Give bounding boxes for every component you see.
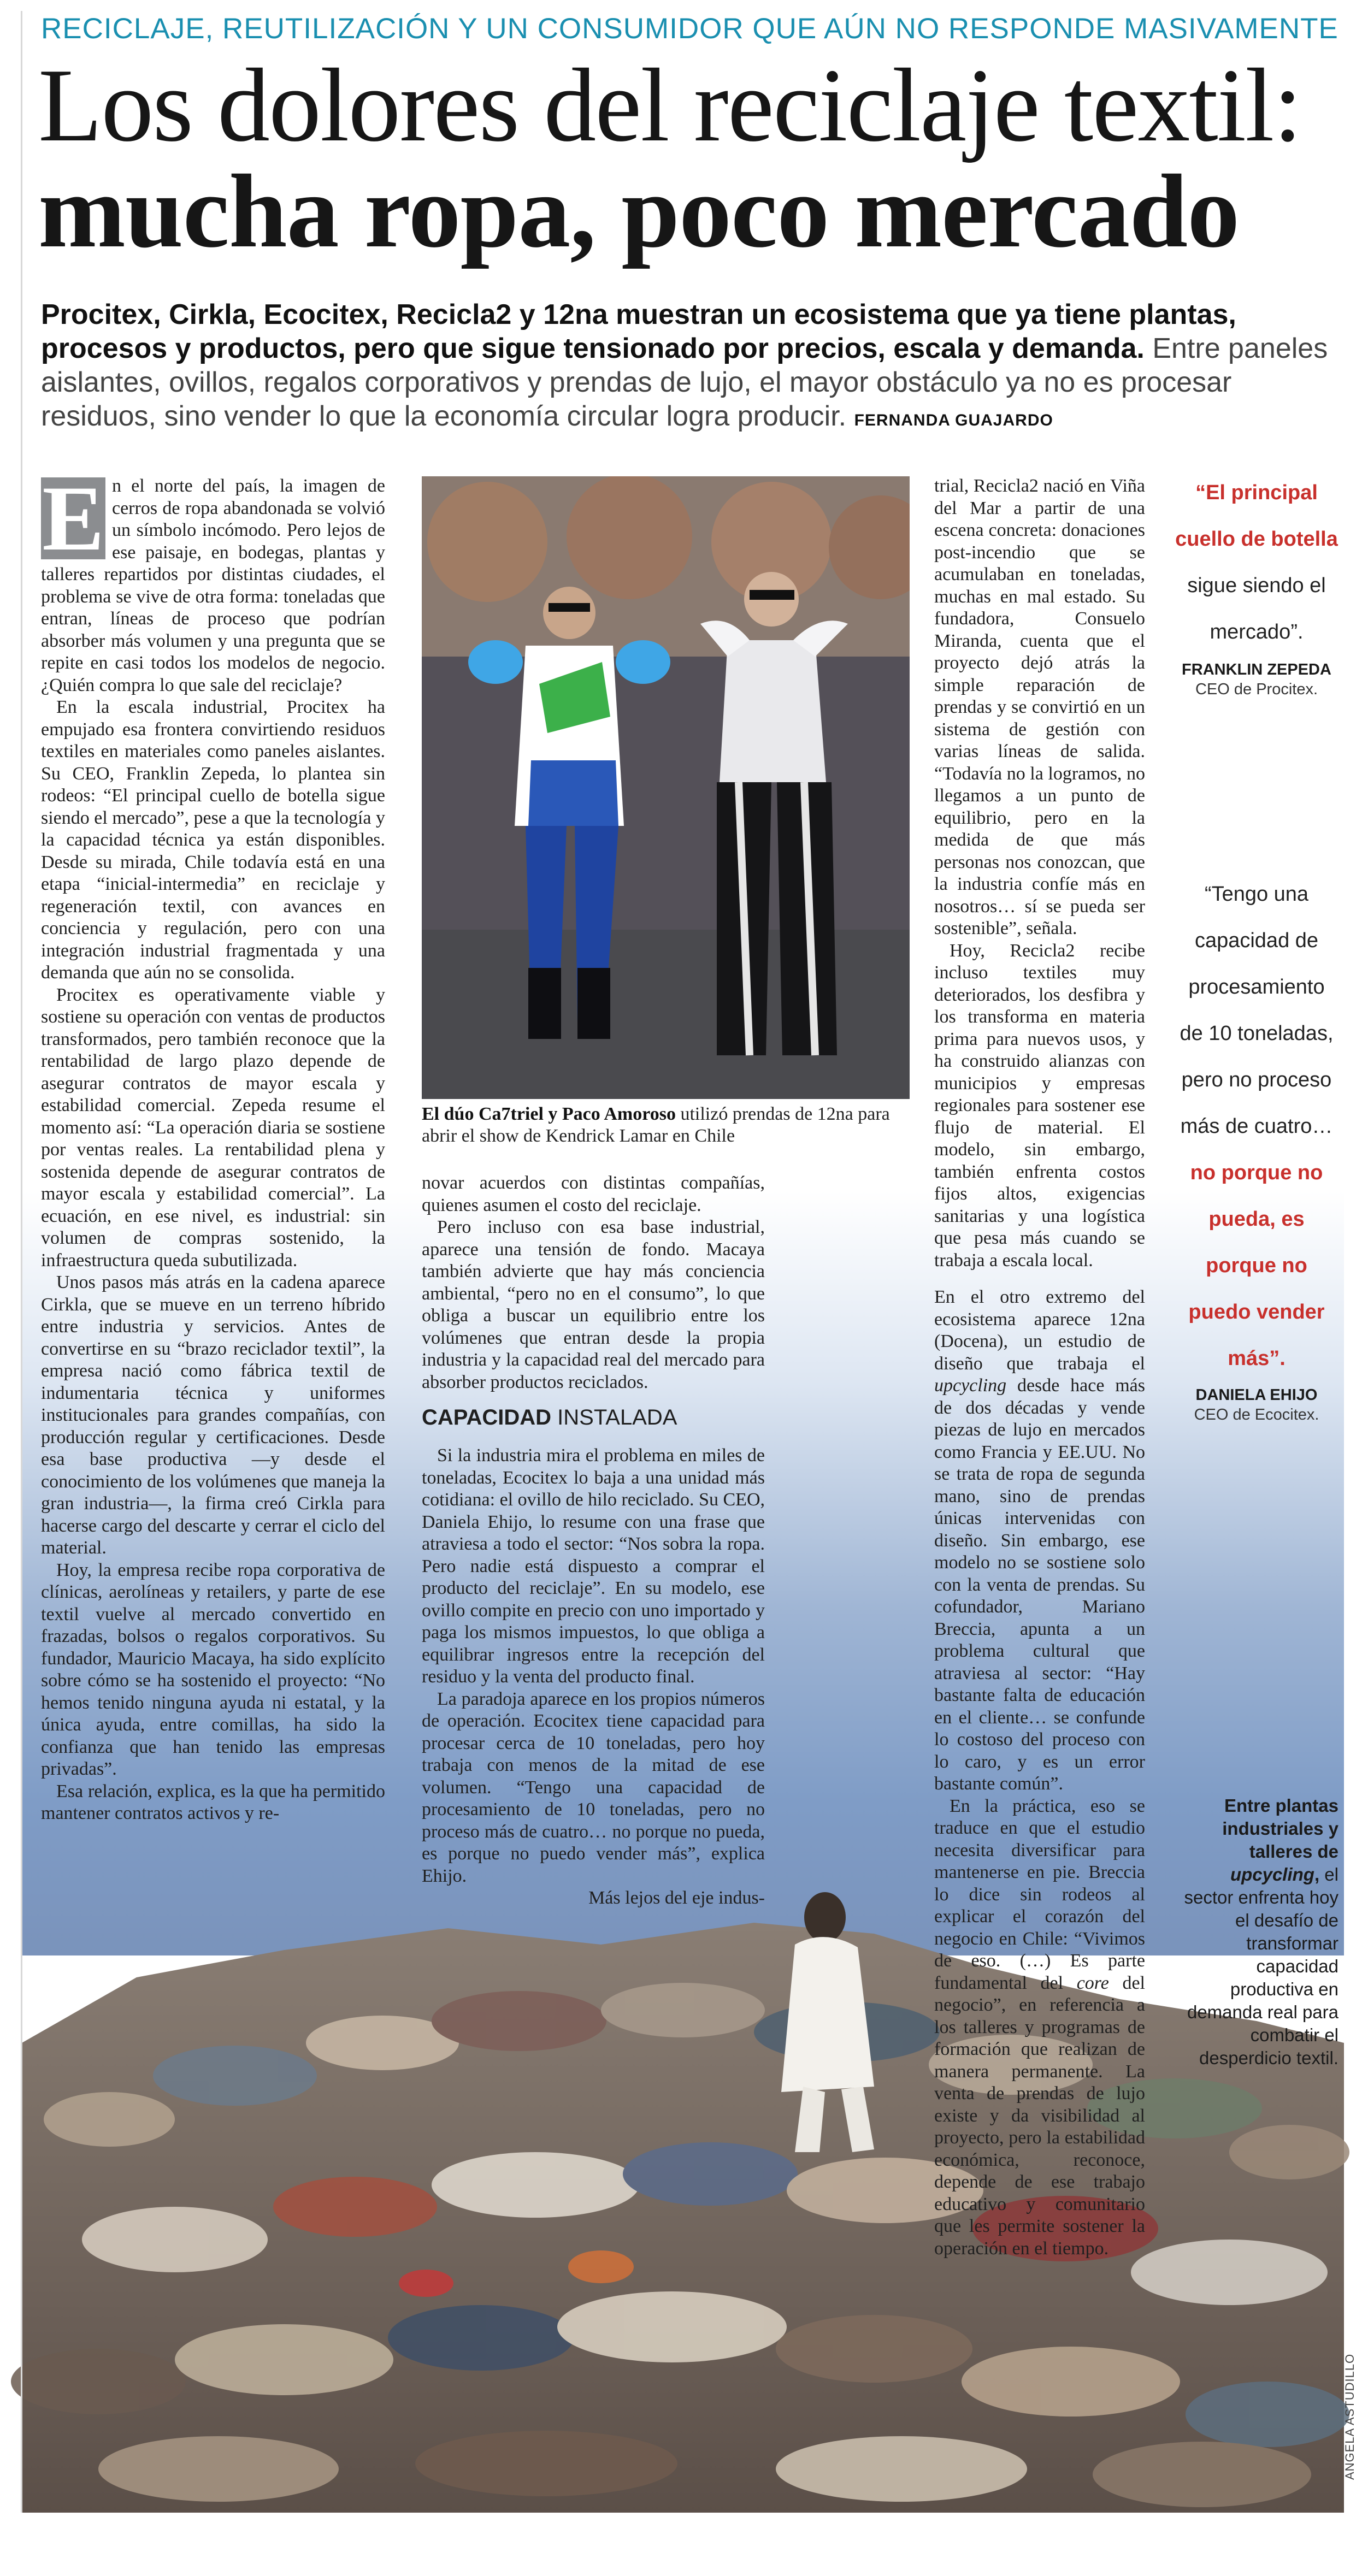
- quote-author-role: CEO de Ecocitex.: [1194, 1406, 1319, 1423]
- quote-author: FRANKLIN ZEPEDA: [1182, 661, 1331, 678]
- col3-text: En la práctica, eso se traduce en que el estudio necesita diversificar para mantenerse en pie. Breccia lo dice sin rodeos al explicar el corazón del negocio en Chile: “Vivimos de eso. (…) Es parte fundamental del: [934, 1795, 1145, 1993]
- caption-bold: El dúo Ca7triel y Paco Amoroso: [422, 1104, 676, 1124]
- side-caption-italic: upcycling: [1230, 1864, 1314, 1884]
- drop-cap: E: [41, 477, 105, 559]
- col3-paragraph: trial, Recicla2 nació en Viña del Mar a partir de una escena concreta: donaciones post-incendio que se acumulaban en toneladas, muchas en mal estado. Su fundadora, Consuelo Miranda, cuenta que el proyecto dejó atrás la simple reparación de prendas y se convirtió en un sistema de gestión con varias líneas de salida. “Todavía no la logramos, no llegamos a un punto de equilibrio, pero en la medida de que más personas nos conozcan, que la industria confíe más en nosotros… sí se pueda ser sostenible”, señala.: [934, 476, 1145, 938]
- photo-caption: [422, 1103, 910, 1147]
- col3-italic: upcycling: [934, 1375, 1007, 1396]
- article-column-3-bottom: [934, 1286, 1145, 2260]
- quote-author-role: CEO de Procitex.: [1195, 681, 1318, 698]
- col1-paragraph: Procitex es operativamente viable y sostiene su operación con ventas de productos transformados, pero también reconoce que la rentabilidad de largo plazo depende de asegurar contratos de mayor escala y estabilidad comercial. Zepeda resume el momento así: “La operación diaria se sostiene por ventas reales. La rentabilidad plena y sostenida depende de asegurar contratos de mayor escala y estabilidad comercial”. La ecuación, en ese nivel, es industrial: sin volumen de compras sostenido, la infraestructura queda subutilizada.: [41, 984, 385, 1271]
- col2-paragraph: Si la industria mira el problema en miles de toneladas, Ecocitex lo baja a una unidad más cotidiana: el ovillo de hilo reciclado. Su CEO, Daniela Ehijo, lo resume con una frase que atraviesa a todo el sector: “Nos sobra la ropa. Pero nadie está dispuesto a comprar el producto del reciclaje”. En su modelo, ese ovillo compite en precio con uno importado y paga los mismos impuestos, lo que obliga a equilibrar ingresos entre la recepción del residuo y la venta del producto final.: [422, 1445, 765, 1687]
- col2-paragraph: Pero incluso con esa base industrial, aparece una tensión de fondo. Macaya también advierte que hay más conciencia ambiental, “pero no en el consumo”, lo que obliga a buscar un equilibrio entre los volúmenes que entran desde la propia industria y la capacidad real del mercado para absorber productos reciclados.: [422, 1217, 765, 1392]
- side-caption-plain: el sector enfrenta hoy el desafío de transformar capacidad productiva en demanda real para combatir el desperdicio textil.: [1184, 1864, 1338, 2068]
- col3-italic: core: [1076, 1972, 1109, 1993]
- photo-credit: ANGELA ASTUDILLO: [1343, 2353, 1357, 2480]
- side-caption-bold: Entre plantas industriales y talleres de: [1222, 1795, 1338, 1862]
- quote-author: DANIELA EHIJO: [1195, 1386, 1318, 1404]
- photo-ca7triel-paco-amoroso: [422, 476, 910, 1099]
- article-column-3-top: [934, 475, 1145, 1272]
- quote-plain-text: “Tengo una capacidad de procesamiento de 10 toneladas, pero no proceso más de cuatro…: [1180, 883, 1334, 1138]
- duo-photo-image: [422, 476, 910, 1099]
- col3-text: En el otro extremo del ecosistema aparece 12na (Docena), un estudio de diseño que trabaja el: [934, 1287, 1145, 1374]
- byline: FERNANDA GUAJARDO: [854, 411, 1053, 429]
- deck: [41, 298, 1330, 438]
- quote-red-text: botella: [1271, 528, 1338, 551]
- headline-line-2: mucha ropa, poco mercado: [38, 153, 1240, 269]
- pull-quote-ehijo: [1175, 871, 1338, 1425]
- headline-line-1: Los dolores del reciclaje textil:: [38, 47, 1301, 163]
- deck-plain: Entre paneles aislantes, ovillos, regalos corporativos y prendas de lujo, el mayor obstáculo ya no es procesar residuos, sino vender lo que la economía circular logra producir.: [41, 333, 1328, 432]
- col1-paragraph: En la escala industrial, Procitex ha empujado esa frontera convirtiendo residuos textiles en materiales como paneles aislantes. Su CEO, Franklin Zepeda, lo plantea sin rodeos: “El principal cuello de botella sigue siendo el mercado”, pese a que la tecnología y la capacidad técnica ya están disponibles. Desde su mirada, Chile todavía está en una etapa “inicial-intermedia” en reciclaje y regeneración textil, con avances en conciencia y regulación, pero con una integración industrial fragmentada y una demanda que aún no se consolida.: [41, 697, 385, 983]
- col1-paragraph: Esa relación, explica, es la que ha permitido mantener contratos activos y re-: [41, 1781, 385, 1823]
- subhead-plain: INSTALADA: [551, 1405, 677, 1429]
- col2-paragraph: novar acuerdos con distintas compañías, quienes asumen el costo del reciclaje.: [422, 1173, 765, 1215]
- article-column-1: [41, 467, 385, 1825]
- col3-paragraph: Hoy, Recicla2 recibe incluso textiles muy deteriorados, los desfibra y los transforma en materia prima para nuevos usos, y ha construido alianzas con municipios y empresas regionales para sostener ese flujo de material. El modelo, sin embargo, también enfrenta costos fijos altos, exigencias sanitarias y una logística que pesa más cuando se trabaja a escala local.: [934, 940, 1145, 1271]
- col1-paragraph: Unos pasos más atrás en la cadena aparece Cirkla, que se mueve en un terreno híbrido entre industria y servicios. Antes de convertirse en su “brazo reciclador textil”, la empresa nació como fábrica textil de indumentaria técnica y uniformes institucionales para grandes compañías, con producción regular y certificaciones. Desde esa base productiva —y desde el conocimiento de los volúmenes que maneja la gran industria—, la firma creó Cirkla para hacerse cargo del descarte y cerrar el ciclo del material.: [41, 1272, 385, 1558]
- col2-paragraph: Más lejos del eje indus-: [588, 1888, 765, 1908]
- article-column-2: [422, 1172, 765, 1910]
- quote-red-text: no porque no pueda, es porque no puedo vender más”.: [1188, 1161, 1325, 1370]
- subhead-bold: CAPACIDAD: [422, 1405, 552, 1429]
- quote-plain-text: sigue siendo el mercado”.: [1187, 574, 1326, 643]
- side-photo-caption: [1180, 1794, 1338, 2070]
- deck-bold: Procitex, Cirkla, Ecocitex, Recicla2 y 12na muestran un ecosistema que ya tiene plantas, procesos y productos, pero que sigue tensionado por precios, escala y demanda.: [41, 299, 1236, 364]
- quote-red-text: “El principal cuello de: [1175, 481, 1318, 551]
- quote-text: [1175, 871, 1338, 1382]
- kicker: RECICLAJE, REUTILIZACIÓN Y UN CONSUMIDOR QUE AÚN NO RESPONDE MASIVAMENTE: [41, 13, 1338, 45]
- col3-text: del negocio”, en referencia a los talleres y programas de formación que realizan de manera permanente. La venta de prendas de lujo existe y da visibilidad al proyecto, pero la estabilidad económica, reconoce, depende de ese trabajo educativo y comunitario que les permite sostener la operación en el tiempo.: [934, 1972, 1145, 2259]
- col3-paragraph: [934, 1286, 1145, 1795]
- subhead-capacidad-instalada: [422, 1404, 765, 1431]
- col3-text: desde hace más de dos décadas y vende piezas de lujo en mercados como Francia y EE.UU. No se trata de ropa de segunda mano, sino de prendas únicas intervenidas con diseño. Sin embargo, ese modelo no se sostiene solo con la venta de prendas. Su cofundador, Mariano Breccia, apunta a un problema cultural que atraviesa al sector: “Hay bastante falta de educación en el cliente… se confunde lo costoso del proceso con lo caro, y es un error bastante común”.: [934, 1375, 1145, 1794]
- col3-paragraph: [934, 1795, 1145, 2260]
- quote-text: [1175, 470, 1338, 655]
- col1-paragraph: Hoy, la empresa recibe ropa corporativa de clínicas, aerolíneas y retailers, y parte de ese textil vuelve al mercado convertido en frazadas, bolsos o regalos corporativos. Su fundador, Mauricio Macaya, ha sido explícito sobre cómo se ha sostenido el proyecto: “No hemos tenido ninguna ayuda ni estatal, y la única ayuda, entre comillas, ha sido la confianza que han tenido las empresas privadas”.: [41, 1559, 385, 1779]
- pull-quote-zepeda: [1175, 470, 1338, 699]
- col2-paragraph: La paradoja aparece en los propios números de operación. Ecocitex tiene capacidad para procesar cerca de 10 toneladas, pero hoy trabaja con menos de la mitad de ese volumen. “Tengo una capacidad de procesamiento de 10 toneladas, pero no proceso más de cuatro… no porque no pueda, es porque no puedo vender más”, explica Ehijo.: [422, 1688, 765, 1886]
- col1-paragraph: n el norte del país, la imagen de cerros de ropa abandonada se volvió un símbolo incómodo. Pero lejos de ese paisaje, en bodegas, plantas y talleres repartidos por distintas ciudades, el problema se vive de otra forma: toneladas que entran, líneas de proceso que podrían absorber más volumen y una pregunta que se repite en casi todos los modelos de negocio. ¿Quién compra lo que sale del reciclaje?: [41, 476, 385, 695]
- caption-plain: utilizó prendas de 12na para abrir el show de Kendrick Lamar en Chile: [422, 1104, 890, 1146]
- side-caption-bold: ,: [1314, 1864, 1320, 1884]
- left-margin-rule: [21, 11, 22, 2513]
